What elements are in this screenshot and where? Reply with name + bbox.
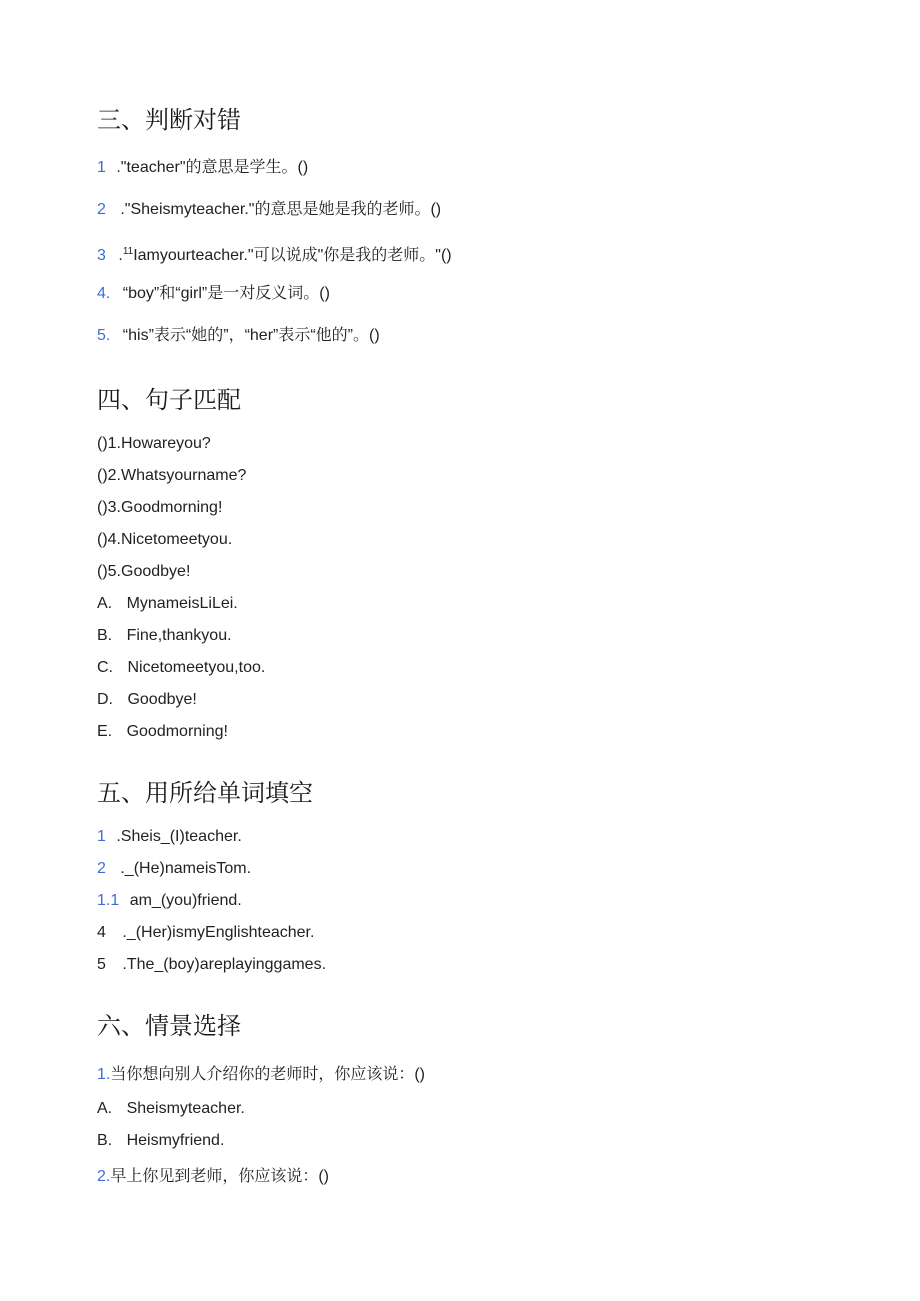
option-label: A. [97,1100,113,1117]
judge-question-3 [97,242,452,266]
situation-question-2 [97,1167,329,1187]
section-title-judge: 三、判断对错 [97,107,241,134]
situation-option-a [97,1099,245,1119]
option-text: Goodmorning! [126,723,228,740]
question-text: .The_(boy)areplayinggames. [122,956,327,973]
option-label: E. [97,723,113,740]
judge-question-4 [97,284,330,304]
question-number: 1.1 [97,892,120,909]
option-text: Sheismyteacher. [126,1100,245,1117]
question-text: Iamyourteacher."可以说成"你是我的老师。"() [133,247,452,264]
matching-option-a [97,594,238,614]
option-text: Nicetomeetyou,too. [127,659,266,676]
matching-item-3: ()3.Goodmorning! [97,499,223,516]
question-text: 当你想向别人介绍你的老师时，你应该说：() [110,1066,426,1083]
section-title-matching: 四、句子匹配 [97,387,241,414]
fill-question-3 [97,891,242,911]
question-number: 1 [97,828,106,845]
section-title-situation: 六、情景选择 [97,1013,241,1040]
question-text: ._(He)nameisTom. [120,860,252,877]
question-text: 早上你见到老师，你应该说：() [110,1168,330,1185]
question-number: 5. [97,327,111,344]
option-text: Heismyfriend. [126,1132,225,1149]
superscript-mark: 11 [122,246,134,257]
option-label: B. [97,1132,113,1149]
question-text: ._(Her)ismyEnglishteacher. [122,924,315,941]
option-label: A. [97,595,113,612]
judge-question-2 [97,200,441,220]
question-number: 5 [97,956,106,973]
question-text: .Sheis_(I)teacher. [116,828,242,845]
situation-question-1 [97,1065,425,1085]
question-number: 3 [97,247,106,264]
question-text: ."teacher"的意思是学生。() [116,159,309,176]
question-number: 2 [97,201,106,218]
option-label: D. [97,691,113,708]
question-number: 2 [97,860,106,877]
question-text: ."Sheismyteacher."的意思是她是我的老师。() [120,201,442,218]
matching-item-1: ()1.Howareyou? [97,435,211,452]
question-prefix: . [118,247,123,264]
option-text: MynameisLiLei. [126,595,238,612]
option-label: B. [97,627,113,644]
matching-item-4: ()4.Nicetomeetyou. [97,531,233,548]
question-text: am_(you)friend. [129,892,242,909]
question-text: “boy”和“girl”是一对反义词。() [122,285,330,302]
matching-option-c [97,658,265,678]
matching-option-e [97,722,228,742]
matching-item-2: ()2.Whatsyourname? [97,467,247,484]
fill-question-1 [97,827,242,847]
question-number: 1. [97,1066,111,1083]
option-label: C. [97,659,113,676]
question-number: 4. [97,285,111,302]
situation-option-b [97,1131,224,1151]
section-title-fill-blank: 五、用所给单词填空 [97,780,313,807]
question-number: 4 [97,924,106,941]
option-text: Goodbye! [127,691,197,708]
question-number: 1 [97,159,106,176]
fill-question-5 [97,955,326,975]
judge-question-1 [97,158,308,178]
question-number: 2. [97,1168,111,1185]
fill-question-4 [97,923,314,943]
fill-question-2 [97,859,251,879]
matching-option-d [97,690,197,710]
matching-option-b [97,626,232,646]
judge-question-5 [97,326,380,346]
matching-item-5: ()5.Goodbye! [97,563,191,580]
question-text: “his”表示“她的”，“her”表示“他的”。() [122,327,380,344]
option-text: Fine,thankyou. [126,627,232,644]
